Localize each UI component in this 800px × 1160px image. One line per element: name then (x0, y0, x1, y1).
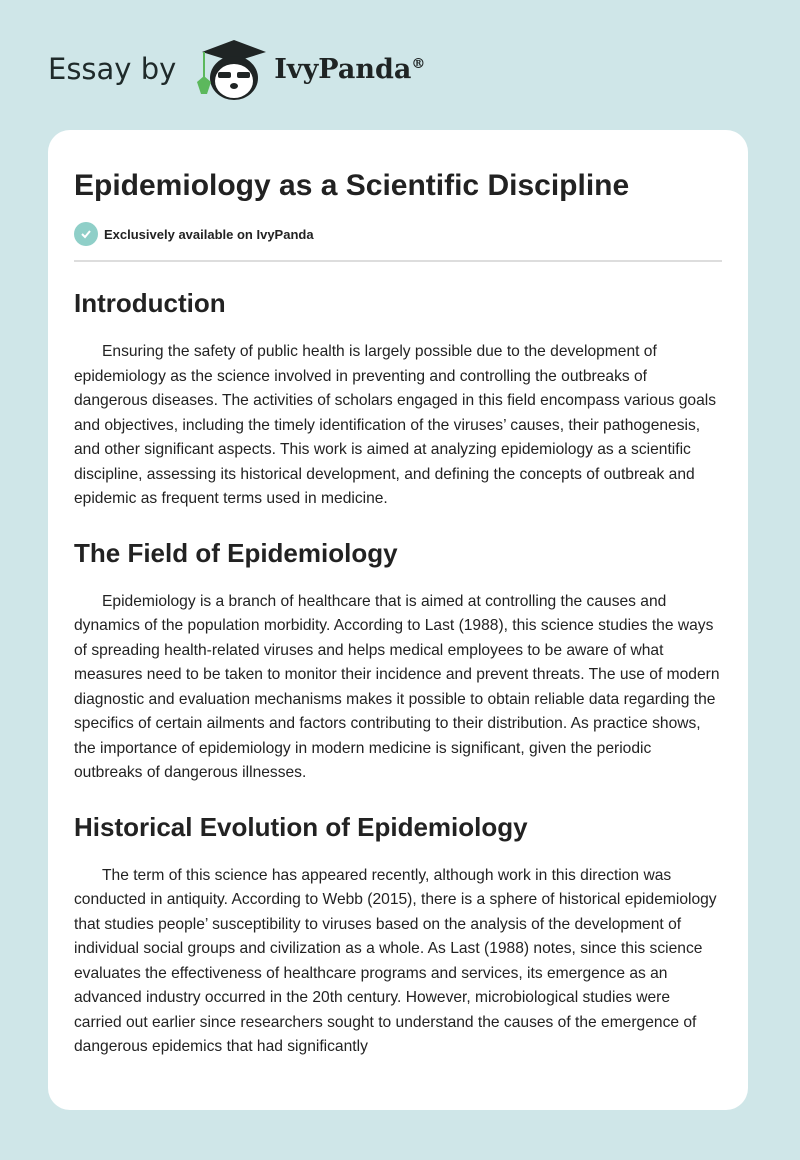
section-paragraph: The term of this science has appeared recently, although work in this direction was conducted in antiquity. According to Webb (2015), there is a sphere of historical epidemiology that studies people’ susceptibility to viruses based on the analysis of the development of individual social groups and civilization as a whole. As Last (1988) notes, since this science evaluates the effectiveness of healthcare programs and services, its emergence as an advanced industry occurred in the 20th century. However, microbiological studies were carried out earlier since researchers sought to understand the causes of the emergence of dangerous epidemics that had significantly (74, 866, 717, 1055)
badge-label: Exclusively available on IvyPanda (104, 226, 314, 242)
essay-by-label: Essay by (48, 52, 177, 86)
section-paragraph: Ensuring the safety of public health is largely possible due to the development of epidemiology as the science involved in preventing and controlling the outbreaks of dangerous diseases. The activities of scholars engaged in this field encompass various goals and objectives, including the timely identification of the viruses’ causes, their pathogenesis, and other significant aspects. This work is aimed at analyzing epidemiology as a scientific discipline, assessing its historical development, and defining the concepts of outbreak and epidemic as frequent terms used in medicine. (74, 343, 717, 507)
essay-card (48, 130, 748, 1110)
brand-name: IvyPanda® (274, 53, 426, 85)
panda-logo-icon (194, 34, 268, 104)
brand-header (48, 34, 425, 104)
section-heading: The Field of Epidemiology (74, 537, 398, 568)
section-heading: Historical Evolution of Epidemiology (74, 811, 528, 842)
section-paragraph: Epidemiology is a branch of healthcare that is aimed at controlling the causes and dynamics of the population morbidity. According to Last (1988), this science studies the ways of spreading health-related viruses and helps medical employees to be aware of what measures need to be taken to monitor their incidence and prevent threats. The use of modern diagnostic and evaluation mechanisms makes it possible to obtain reliable data regarding the specifics of certain ailments and factors contributing to their distribution. As practice shows, the importance of epidemiology in modern medicine is significant, given the periodic outbreaks of dangerous illnesses. (74, 592, 720, 781)
divider (74, 260, 722, 262)
page-title: Epidemiology as a Scientific Discipline (74, 169, 630, 202)
section-heading: Introduction (74, 288, 226, 318)
check-icon (74, 222, 98, 246)
exclusive-badge (74, 222, 722, 246)
